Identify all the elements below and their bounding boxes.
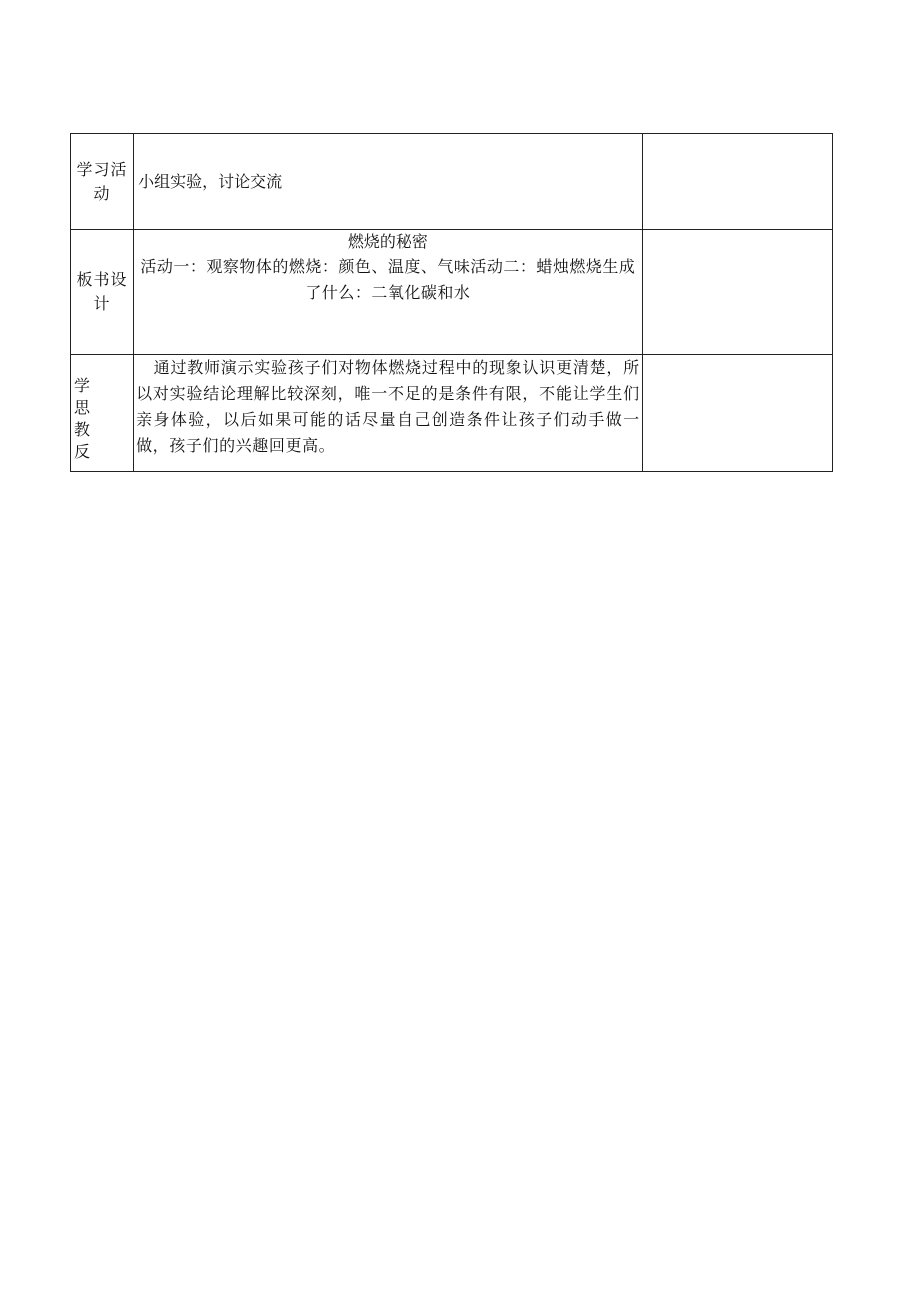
extra-cell bbox=[642, 134, 832, 230]
row-label-cell bbox=[71, 134, 134, 230]
lesson-plan-table bbox=[70, 133, 833, 472]
row-label: 板书设计 bbox=[76, 270, 128, 313]
extra-cell bbox=[642, 355, 832, 472]
board-design-cell bbox=[134, 230, 643, 355]
table-row-board-design bbox=[71, 230, 833, 355]
board-title: 燃烧的秘密 bbox=[347, 232, 428, 251]
extra-cell bbox=[642, 230, 832, 355]
row-label: 学习活动 bbox=[76, 159, 128, 203]
table-row-learning-activity bbox=[71, 134, 833, 230]
row-label-cell bbox=[71, 230, 134, 355]
row-label-cell bbox=[71, 355, 134, 472]
table-row-teaching-reflection bbox=[71, 355, 833, 472]
row-label: 学思教反 bbox=[74, 376, 91, 461]
board-body: 活动一：观察物体的燃烧：颜色、温度、气味活动二：蜡烛燃烧生成了什么：二氧化碳和水 bbox=[140, 257, 636, 302]
activity-content-cell bbox=[134, 134, 643, 230]
reflection-text: 通过教师演示实验孩子们对物体燃烧过程中的现象认识更清楚，所以对实验结论理解比较深刻，唯一不足的是条件有限，不能让学生们亲身体验，以后如果可能的话尽量自己创造条件让孩子们动手做一做，孩子们的兴趣回更高。 bbox=[136, 358, 640, 455]
activity-text: 小组实验，讨论交流 bbox=[138, 171, 283, 191]
reflection-cell bbox=[134, 355, 643, 472]
